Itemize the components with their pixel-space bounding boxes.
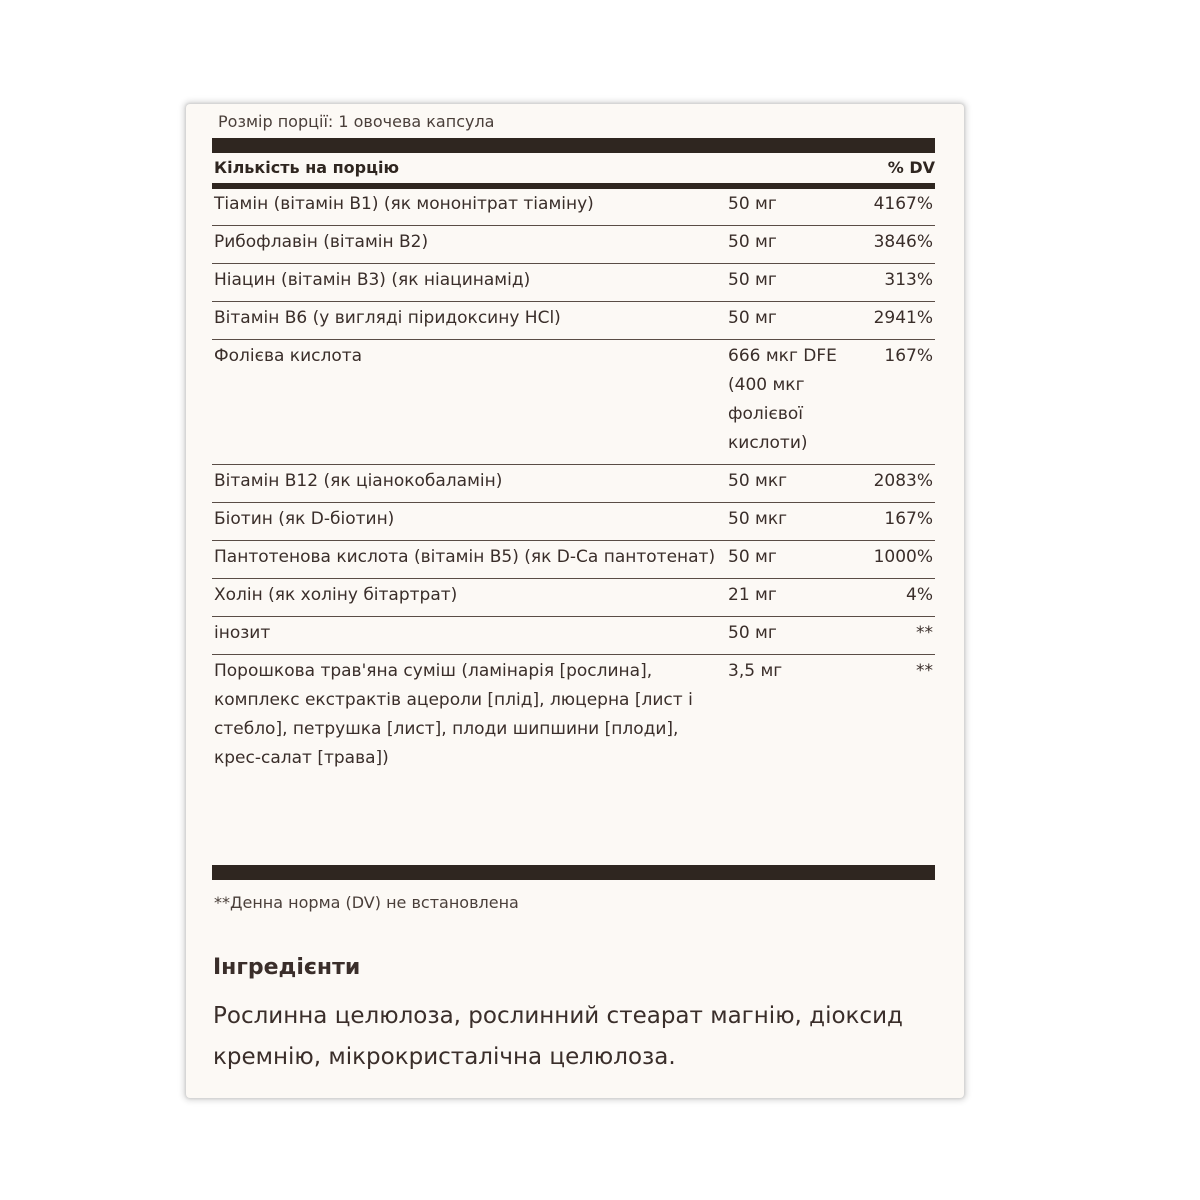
table-header [212,155,935,181]
nutrients-table [212,188,935,779]
nutrient-name: Пантотенова кислота (вітамін В5) (як D-Ca пантотенат) [214,547,716,567]
table-row [212,302,935,340]
nutrient-dv: ** [916,623,933,643]
nutrient-name: Фолієва кислота [214,346,363,366]
serving-size: Розмір порції: 1 овочева капсула [218,112,495,131]
table-row [212,264,935,302]
bottom-divider [212,865,935,880]
top-divider [212,138,935,153]
nutrient-amount: 50 мкг [728,509,788,529]
nutrient-dv: 2941% [873,308,933,328]
table-row [212,655,935,780]
nutrient-dv: 4% [906,585,933,605]
amount-per-serving-label: Кількість на порцію [214,158,400,177]
nutrient-amount: 50 мкг [728,471,788,491]
nutrient-dv: 2083% [873,471,933,491]
nutrient-dv: 1000% [873,547,933,567]
nutrient-name: Ніацин (вітамін В3) (як ніацинамід) [214,270,531,290]
nutrient-name: інозит [214,623,271,643]
table-row [212,340,935,465]
table-row [212,503,935,541]
nutrient-name: Холін (як холіну бітартрат) [214,585,458,605]
dv-label: % DV [887,158,935,177]
nutrient-name: Рибофлавін (вітамін В2) [214,232,429,252]
table-row [212,541,935,579]
nutrient-amount: 50 мг [728,547,777,567]
nutrient-amount: 50 мг [728,194,777,214]
nutrient-dv: 167% [884,346,933,366]
nutrient-dv: 4167% [873,194,933,214]
nutrient-amount: 21 мг [728,585,777,605]
table-row [212,465,935,503]
table-row [212,226,935,264]
nutrient-name: Вітамін В6 (у вигляді піридоксину HCl) [214,308,561,328]
table-row [212,188,935,226]
ingredients-text: Рослинна целюлоза, рослинний стеарат магнію, діоксид кремнію, мікрокристалічна целюлоза. [213,1003,903,1070]
nutrient-amount: 50 мг [728,308,777,328]
nutrient-dv: 167% [884,509,933,529]
nutrient-amount: 50 мг [728,232,777,252]
nutrient-dv: 313% [884,270,933,290]
nutrient-dv: ** [916,661,933,681]
table-row [212,579,935,617]
table-row [212,617,935,655]
nutrient-name: Порошкова трав'яна суміш (ламінарія [рослина], комплекс екстрактів ацероли [плід], люцерна [лист і стебло], петрушка [лист], плоди шипшини [плоди], крес-салат [трава]) [214,661,693,768]
ingredients-title: Інгредієнти [213,955,361,980]
footnote: **Денна норма (DV) не встановлена [214,893,519,912]
nutrient-name: Біотин (як D-біотин) [214,509,395,529]
nutrient-name: Вітамін В12 (як ціанокобаламін) [214,471,503,491]
nutrient-amount: 50 мг [728,623,777,643]
nutrient-amount: 50 мг [728,270,777,290]
nutrient-name: Тіамін (вітамін В1) (як мононітрат тіаміну) [214,194,594,214]
nutrient-dv: 3846% [873,232,933,252]
nutrient-amount: 3,5 мг [728,661,783,681]
nutrient-amount: 666 мкг DFE (400 мкг фолієвої кислоти) [728,346,837,453]
